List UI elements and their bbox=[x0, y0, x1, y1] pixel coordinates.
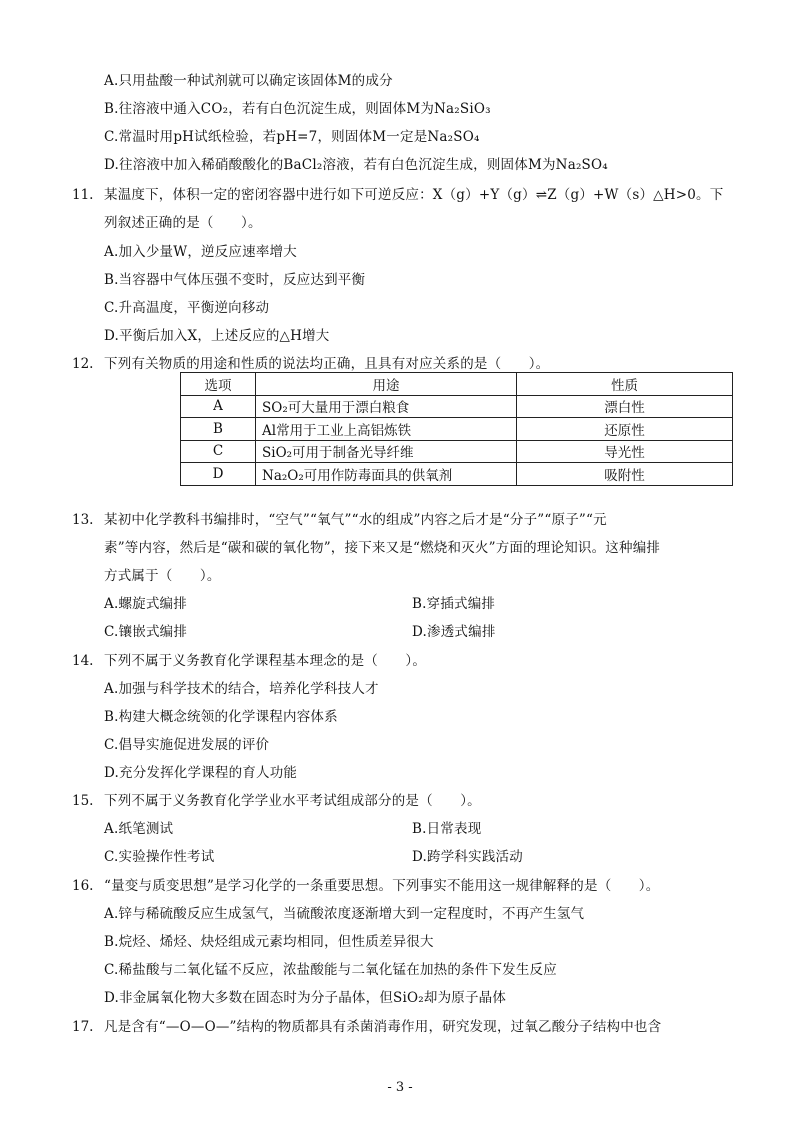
table-cell-property: 还原性 bbox=[517, 418, 733, 441]
table-cell-option: B bbox=[181, 418, 256, 441]
table-row bbox=[181, 440, 733, 463]
q12-table bbox=[180, 372, 733, 486]
q15-option-d: D.跨学科实践活动 bbox=[412, 849, 523, 865]
q13-option-b: B.穿插式编排 bbox=[412, 596, 496, 612]
table-cell-option: D bbox=[181, 463, 256, 486]
table-row bbox=[181, 463, 733, 486]
table-cell-property: 漂白性 bbox=[517, 395, 733, 418]
q12-number: 12. bbox=[72, 356, 94, 372]
table-header-property: 性质 bbox=[517, 373, 733, 396]
table-header-usage: 用途 bbox=[256, 373, 517, 396]
q15-option-a: A.纸笔测试 bbox=[104, 821, 174, 837]
q10-option-a: A.只用盐酸一种试剂就可以确定该固体M的成分 bbox=[104, 73, 393, 89]
q11-stem-line1: 某温度下，体积一定的密闭容器中进行如下可逆反应：X（g）+Y（g）⇌Z（g）+W（s）△H>0。下 bbox=[104, 187, 724, 203]
q14-option-c: C.倡导实施促进发展的评价 bbox=[104, 737, 270, 753]
q10-option-c: C.常温时用pH试纸检验，若pH=7，则固体M一定是Na₂SO₄ bbox=[104, 129, 480, 145]
table-cell-usage: SiO₂可用于制备光导纤维 bbox=[256, 440, 517, 463]
q15-number: 15. bbox=[72, 793, 94, 809]
q16-option-a: A.锌与稀硫酸反应生成氢气，当硫酸浓度逐渐增大到一定程度时，不再产生氢气 bbox=[104, 906, 585, 922]
q11-number: 11. bbox=[72, 187, 94, 203]
q14-option-d: D.充分发挥化学课程的育人功能 bbox=[104, 765, 298, 781]
q13-stem-line3: 方式属于（ ）。 bbox=[104, 568, 221, 584]
q12-stem: 下列有关物质的用途和性质的说法均正确，且具有对应关系的是（ ）。 bbox=[104, 356, 550, 372]
q16-number: 16. bbox=[72, 878, 94, 894]
table-row bbox=[181, 418, 733, 441]
q10-option-d: D.往溶液中加入稀硝酸酸化的BaCl₂溶液，若有白色沉淀生成，则固体M为Na₂SO₄ bbox=[104, 157, 608, 173]
q11-stem-line2: 列叙述正确的是（ ）。 bbox=[104, 215, 262, 231]
q14-option-a: A.加强与科学技术的结合，培养化学科技人才 bbox=[104, 681, 379, 697]
q13-option-a: A.螺旋式编排 bbox=[104, 596, 187, 612]
q14-number: 14. bbox=[72, 653, 94, 669]
q16-option-b: B.烷烃、烯烃、炔烃组成元素均相同，但性质差异很大 bbox=[104, 934, 434, 950]
q13-stem-line2: 素”等内容，然后是“碳和碳的氧化物”，接下来又是“燃烧和灭火”方面的理论知识。这种编排 bbox=[104, 540, 661, 556]
q16-stem: “量变与质变思想”是学习化学的一条重要思想。下列事实不能用这一规律解释的是（ ）。 bbox=[104, 878, 660, 894]
q11-option-d: D.平衡后加入X，上述反应的△H增大 bbox=[104, 328, 330, 344]
page-number: - 3 - bbox=[387, 1080, 413, 1095]
q15-option-b: B.日常表现 bbox=[412, 821, 482, 837]
q11-option-a: A.加入少量W，逆反应速率增大 bbox=[104, 244, 297, 260]
table-header-option: 选项 bbox=[181, 373, 256, 396]
q15-stem: 下列不属于义务教育化学学业水平考试组成部分的是（ ）。 bbox=[104, 793, 481, 809]
table-cell-option: A bbox=[181, 395, 256, 418]
q17-stem-line1: 凡是含有“—O—O—”结构的物质都具有杀菌消毒作用，研究发现，过氧乙酸分子结构中也含 bbox=[104, 1019, 662, 1035]
q13-option-d: D.渗透式编排 bbox=[412, 624, 496, 640]
q13-stem-line1: 某初中化学教科书编排时，“空气”“氧气”“水的组成”内容之后才是“分子”“原子”“元 bbox=[104, 512, 607, 528]
q14-option-b: B.构建大概念统领的化学课程内容体系 bbox=[104, 709, 338, 725]
table-row bbox=[181, 395, 733, 418]
q10-option-b: B.往溶液中通入CO₂，若有白色沉淀生成，则固体M为Na₂SiO₃ bbox=[104, 101, 491, 117]
table-cell-usage: SO₂可大量用于漂白粮食 bbox=[256, 395, 517, 418]
table-cell-usage: Na₂O₂可用作防毒面具的供氧剂 bbox=[256, 463, 517, 486]
table-cell-property: 导光性 bbox=[517, 440, 733, 463]
q11-option-b: B.当容器中气体压强不变时，反应达到平衡 bbox=[104, 272, 366, 288]
q11-option-c: C.升高温度，平衡逆向移动 bbox=[104, 300, 270, 316]
q15-option-c: C.实验操作性考试 bbox=[104, 849, 215, 865]
table-header-row bbox=[181, 373, 733, 396]
table-cell-option: C bbox=[181, 440, 256, 463]
q13-option-c: C.镶嵌式编排 bbox=[104, 624, 188, 640]
q16-option-c: C.稀盐酸与二氧化锰不反应，浓盐酸能与二氧化锰在加热的条件下发生反应 bbox=[104, 962, 557, 978]
table-cell-usage: Al常用于工业上高铝炼铁 bbox=[256, 418, 517, 441]
q16-option-d: D.非金属氧化物大多数在固态时为分子晶体，但SiO₂却为原子晶体 bbox=[104, 990, 507, 1006]
q14-stem: 下列不属于义务教育化学课程基本理念的是（ ）。 bbox=[104, 653, 427, 669]
q13-number: 13. bbox=[72, 512, 94, 528]
table-cell-property: 吸附性 bbox=[517, 463, 733, 486]
q17-number: 17. bbox=[72, 1019, 94, 1035]
